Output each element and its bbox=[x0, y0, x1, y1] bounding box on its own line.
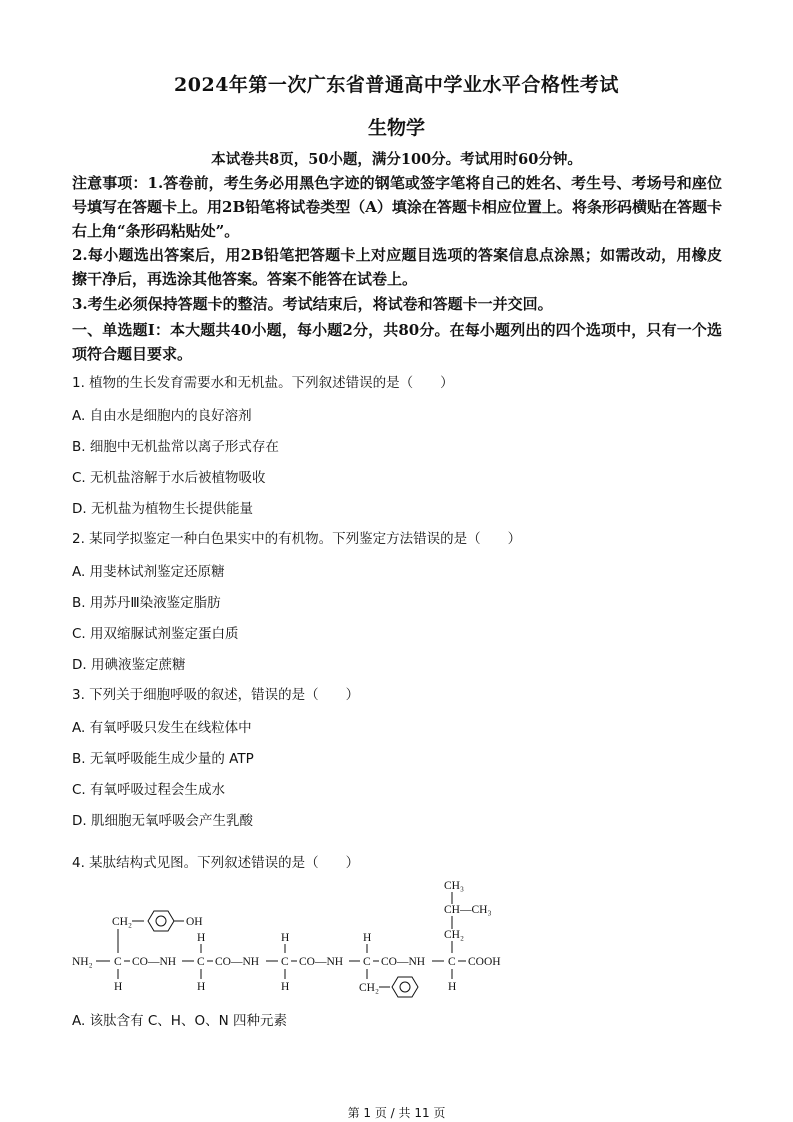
h-top-3: H bbox=[281, 932, 290, 944]
chain-oh: OH bbox=[186, 916, 203, 928]
chain-ch2-right: CH₂ bbox=[444, 929, 464, 941]
question-1-option-c: C. 无机盐溶解于水后被植物吸收 bbox=[72, 470, 266, 486]
chain-ch-ch3: CH—CH₃ bbox=[444, 904, 492, 916]
question-4-option-a: A. 该肽含有 C、H、O、N 四种元素 bbox=[72, 1013, 287, 1029]
question-2-option-a: A. 用斐林试剂鉴定还原糖 bbox=[72, 564, 225, 580]
exam-title: 2024年第一次广东省普通高中学业水平合格性考试 bbox=[174, 74, 619, 96]
page-footer: 第 1 页 / 共 11 页 bbox=[347, 1106, 446, 1120]
chain-ch2-phe: CH₂ bbox=[359, 982, 379, 994]
main-c-2: C bbox=[197, 956, 205, 968]
question-1-stem: 1. 植物的生长发育需要水和无机盐。下列叙述错误的是（ ） bbox=[72, 375, 454, 391]
question-1-option-a: A. 自由水是细胞内的良好溶剂 bbox=[72, 408, 252, 424]
main-nh2: NH₂ bbox=[72, 956, 93, 968]
h-bottom-5: H bbox=[448, 981, 457, 993]
main-c-3: C bbox=[281, 956, 289, 968]
main-co-nh-4: CO—NH bbox=[381, 956, 426, 968]
question-3-option-c: C. 有氧呼吸过程会生成水 bbox=[72, 782, 226, 798]
question-4-stem: 4. 某肽结构式见图。下列叙述错误的是（ ） bbox=[72, 855, 360, 871]
question-2-option-d: D. 用碘液鉴定蔗糖 bbox=[72, 657, 186, 673]
exam-intro: 本试卷共8页，50小题，满分100分。考试用时60分钟。 bbox=[211, 151, 582, 168]
main-co-nh-2: CO—NH bbox=[215, 956, 260, 968]
chain-ch2-tyr: CH₂ bbox=[112, 916, 132, 928]
subject-title: 生物学 bbox=[367, 117, 425, 139]
benzene-ring-icon bbox=[392, 977, 418, 997]
notice-1: 注意事项：1.答卷前，考生务必用黑色字迹的钢笔或签字笔将自己的姓名、考生号、考场号和座位号填写在答题卡上。用2B铅笔将试卷类型（A）填涂在答题卡相应位置上。将条形码横贴在答题卡右上角“条形码粘贴处”。 bbox=[72, 174, 722, 240]
notice-3: 3.考生必须保持答题卡的整洁。考试结束后，将试卷和答题卡一并交回。 bbox=[72, 295, 553, 313]
question-2-option-b: B. 用苏丹Ⅲ染液鉴定脂肪 bbox=[72, 595, 221, 611]
question-2-stem: 2. 某同学拟鉴定一种白色果实中的有机物。下列鉴定方法错误的是（ ） bbox=[72, 531, 522, 547]
main-c-5: C bbox=[448, 956, 456, 968]
phenol-ring-icon bbox=[148, 911, 174, 931]
main-co-nh-1: CO—NH bbox=[132, 956, 177, 968]
question-1-option-b: B. 细胞中无机盐常以离子形式存在 bbox=[72, 439, 279, 455]
main-co-nh-3: CO—NH bbox=[299, 956, 344, 968]
chain-ch3-top: CH₃ bbox=[444, 880, 464, 892]
main-c-4: C bbox=[363, 956, 371, 968]
h-bottom-3: H bbox=[281, 981, 290, 993]
question-3-option-d: D. 肌细胞无氧呼吸会产生乳酸 bbox=[72, 813, 253, 829]
h-top-4: H bbox=[363, 932, 372, 944]
question-3-stem: 3. 下列关于细胞呼吸的叙述，错误的是（ ） bbox=[72, 687, 360, 703]
h-bottom-1: H bbox=[114, 981, 123, 993]
main-c-1: C bbox=[114, 956, 122, 968]
notice-2: 2.每小题选出答案后，用2B铅笔把答题卡上对应题目选项的答案信息点涂黑；如需改动，用橡皮擦干净后，再选涂其他答案。答案不能答在试卷上。 bbox=[72, 246, 722, 288]
h-bottom-2: H bbox=[197, 981, 206, 993]
peptide-structure-diagram bbox=[70, 875, 530, 1000]
question-1-option-d: D. 无机盐为植物生长提供能量 bbox=[72, 501, 253, 517]
question-3-option-b: B. 无氧呼吸能生成少量的 ATP bbox=[72, 751, 254, 767]
question-3-option-a: A. 有氧呼吸只发生在线粒体中 bbox=[72, 720, 252, 736]
question-2-option-c: C. 用双缩脲试剂鉴定蛋白质 bbox=[72, 626, 239, 642]
section-heading: 一、单选题Ⅰ：本大题共40小题，每小题2分，共80分。在每小题列出的四个选项中，只有一个选项符合题目要求。 bbox=[72, 321, 722, 363]
h-top-2: H bbox=[197, 932, 206, 944]
main-cooh: COOH bbox=[468, 956, 501, 968]
